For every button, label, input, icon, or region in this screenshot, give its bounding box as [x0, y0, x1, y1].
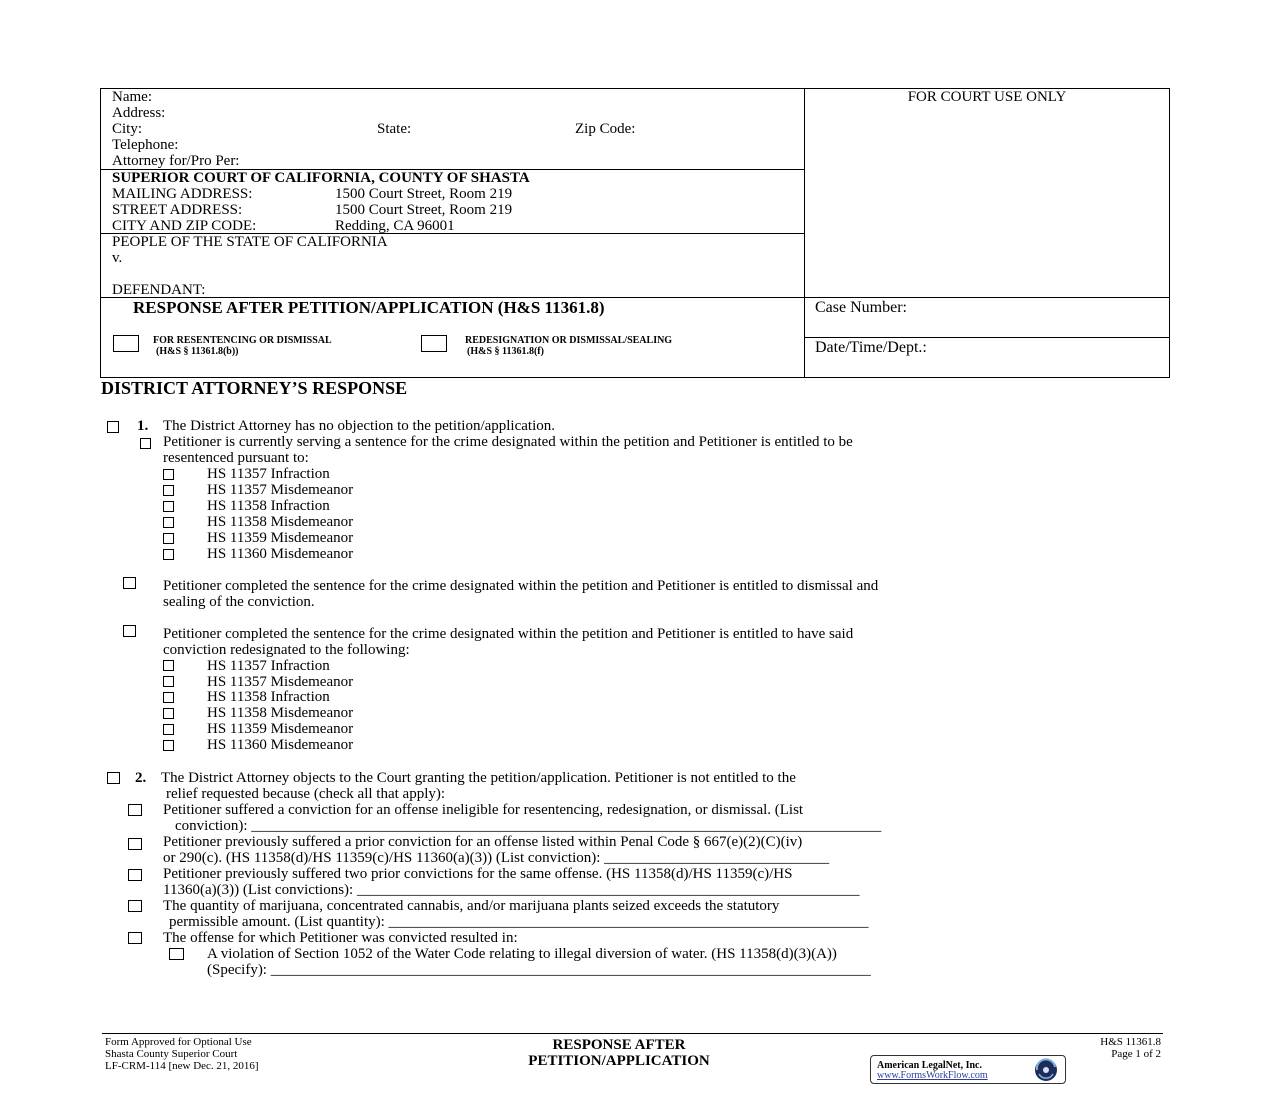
- item2-line1: The District Attorney objects to the Court granting the petition/application. Petitioner is not entitled to the: [161, 770, 796, 786]
- reason2-checkbox[interactable]: [128, 838, 142, 850]
- footer-title-line2: PETITION/APPLICATION: [528, 1053, 710, 1069]
- section-heading: DISTRICT ATTORNEY’S RESPONSE: [101, 378, 408, 398]
- case-number-label: Case Number:: [815, 299, 907, 316]
- resentencing-option-code: (H&S § 11361.8(b)): [156, 346, 239, 357]
- zip-label: Zip Code:: [575, 121, 636, 137]
- reason1-checkbox[interactable]: [128, 804, 142, 816]
- redesignation-checkbox[interactable]: [421, 335, 447, 352]
- item1c-opt1-label: HS 11357 Infraction: [207, 658, 330, 674]
- item2-number: 2.: [135, 770, 147, 786]
- item1c-line1: Petitioner completed the sentence for the crime designated within the petition and Petitioner is entitled to have said: [163, 626, 854, 642]
- court-use-label: FOR COURT USE ONLY: [907, 89, 1067, 105]
- item1c-opt3-checkbox[interactable]: [163, 692, 174, 703]
- item1-number: 1.: [137, 418, 149, 434]
- item1a-opt1-label: HS 11357 Infraction: [207, 466, 330, 482]
- reason4-line1: The quantity of marijuana, concentrated cannabis, and/or marijuana plants seized exceeds the statutory: [163, 898, 780, 914]
- reason5-line1: The offense for which Petitioner was convicted resulted in:: [163, 930, 518, 946]
- item1c-line2: conviction redesignated to the following:: [163, 642, 410, 658]
- item2-line2: relief requested because (check all that apply):: [166, 786, 446, 802]
- reason3-checkbox[interactable]: [128, 869, 142, 881]
- mailing-label: MAILING ADDRESS:: [112, 186, 253, 202]
- publisher-globe-icon: [1031, 1057, 1061, 1083]
- footer-left-line1: Form Approved for Optional Use: [105, 1036, 252, 1048]
- item1b-line2: sealing of the conviction.: [163, 594, 315, 610]
- item1a-opt6-label: HS 11360 Misdemeanor: [207, 546, 354, 562]
- state-label: State:: [377, 121, 412, 137]
- cityzip-label: CITY AND ZIP CODE:: [112, 218, 257, 234]
- item2-checkbox[interactable]: [107, 772, 120, 784]
- reason5a-checkbox[interactable]: [169, 948, 184, 960]
- reason3-line1: Petitioner previously suffered two prior convictions for the same offense. (HS 11358(d)/HS 11359(c)/HS: [163, 866, 793, 882]
- item1c-opt6-checkbox[interactable]: [163, 740, 174, 751]
- reason2-line1: Petitioner previously suffered a prior conviction for an offense listed within Penal Code § 667(e)(2)(C)(iv): [163, 834, 803, 850]
- item1c-opt5-checkbox[interactable]: [163, 724, 174, 735]
- reason1-line2: conviction): ____________________________________________________________________________________: [175, 818, 882, 834]
- resentencing-option-label: FOR RESENTENCING OR DISMISSAL: [153, 335, 332, 346]
- item1c-opt4-label: HS 11358 Misdemeanor: [207, 705, 354, 721]
- cityzip-value: Redding, CA 96001: [335, 218, 455, 234]
- resentencing-checkbox[interactable]: [113, 335, 139, 352]
- redesignation-option-label: REDESIGNATION OR DISMISSAL/SEALING: [465, 335, 673, 346]
- publisher-logo: [870, 1055, 1066, 1084]
- item1a-opt2-label: HS 11357 Misdemeanor: [207, 482, 354, 498]
- item1c-opt1-checkbox[interactable]: [163, 660, 174, 671]
- date-time-dept-label: Date/Time/Dept.:: [815, 339, 927, 356]
- name-label: Name:: [112, 89, 152, 105]
- street-value: 1500 Court Street, Room 219: [335, 202, 513, 218]
- publisher-name: American LegalNet, Inc.: [877, 1060, 982, 1071]
- item1a-opt3-checkbox[interactable]: [163, 501, 174, 512]
- mailing-value: 1500 Court Street, Room 219: [335, 186, 513, 202]
- footer-left-line3: LF-CRM-114 [new Dec. 21, 2016]: [105, 1060, 259, 1072]
- item1a-opt4-label: HS 11358 Misdemeanor: [207, 514, 354, 530]
- item1a-line1: Petitioner is currently serving a sentence for the crime designated within the petition and Petitioner is entitled to be: [163, 434, 853, 450]
- item1c-checkbox[interactable]: [123, 625, 136, 637]
- reason3-line2: 11360(a)(3)) (List convictions): ___________________________________________________________________: [163, 882, 860, 898]
- publisher-link[interactable]: www.FormsWorkFlow.com: [877, 1070, 988, 1081]
- item1-checkbox[interactable]: [107, 421, 119, 433]
- reason1-line1: Petitioner suffered a conviction for an offense ineligible for resentencing, redesignation, or dismissal. (List: [163, 802, 804, 818]
- city-label: City:: [112, 121, 143, 137]
- item1c-opt6-label: HS 11360 Misdemeanor: [207, 737, 354, 753]
- footer-title-line1: RESPONSE AFTER: [552, 1037, 686, 1053]
- item1a-opt3-label: HS 11358 Infraction: [207, 498, 330, 514]
- item1a-line2: resentenced pursuant to:: [163, 450, 309, 466]
- attorney-label: Attorney for/Pro Per:: [112, 153, 240, 169]
- item1c-opt4-checkbox[interactable]: [163, 708, 174, 719]
- reason2-line2: or 290(c). (HS 11358(d)/HS 11359(c)/HS 11360(a)(3)) (List conviction): ______________________________: [163, 850, 830, 866]
- reason5a-line1: A violation of Section 1052 of the Water Code relating to illegal diversion of water. (HS 11358(d)(3)(A)): [207, 946, 837, 962]
- item1a-opt2-checkbox[interactable]: [163, 485, 174, 496]
- page-number: Page 1 of 2: [1111, 1048, 1161, 1060]
- item1a-opt1-checkbox[interactable]: [163, 469, 174, 480]
- item1c-opt2-checkbox[interactable]: [163, 676, 174, 687]
- defendant-label: DEFENDANT:: [112, 282, 206, 298]
- item1b-line1: Petitioner completed the sentence for the crime designated within the petition and Petitioner is entitled to dismissal and: [163, 578, 879, 594]
- item1b-checkbox[interactable]: [123, 577, 136, 589]
- reason5-checkbox[interactable]: [128, 932, 142, 944]
- form-title: RESPONSE AFTER PETITION/APPLICATION (H&S 11361.8): [133, 298, 605, 317]
- item1a-opt5-label: HS 11359 Misdemeanor: [207, 530, 354, 546]
- item1c-opt3-label: HS 11358 Infraction: [207, 689, 330, 705]
- reason5a-line2: (Specify): ________________________________________________________________________________: [207, 962, 871, 978]
- reason4-checkbox[interactable]: [128, 900, 142, 912]
- item1a-opt5-checkbox[interactable]: [163, 533, 174, 544]
- telephone-label: Telephone:: [112, 137, 179, 153]
- redesignation-option-code: (H&S § 11361.8(f): [467, 346, 544, 357]
- court-title: SUPERIOR COURT OF CALIFORNIA, COUNTY OF SHASTA: [112, 170, 530, 186]
- footer-rule: [102, 1033, 1163, 1034]
- item1c-opt2-label: HS 11357 Misdemeanor: [207, 674, 354, 690]
- people-label: PEOPLE OF THE STATE OF CALIFORNIA: [112, 234, 388, 250]
- footer-left-line2: Shasta County Superior Court: [105, 1048, 238, 1060]
- address-label: Address:: [112, 105, 166, 121]
- versus-label: v.: [112, 250, 123, 266]
- item1a-opt4-checkbox[interactable]: [163, 517, 174, 528]
- item1c-opt5-label: HS 11359 Misdemeanor: [207, 721, 354, 737]
- item1a-checkbox[interactable]: [140, 438, 151, 449]
- street-label: STREET ADDRESS:: [112, 202, 243, 218]
- reason4-line2: permissible amount. (List quantity): ________________________________________________________________: [169, 914, 869, 930]
- item1-text: The District Attorney has no objection to the petition/application.: [163, 418, 555, 434]
- item1a-opt6-checkbox[interactable]: [163, 549, 174, 560]
- footer-right-line1: H&S 11361.8: [1100, 1036, 1161, 1048]
